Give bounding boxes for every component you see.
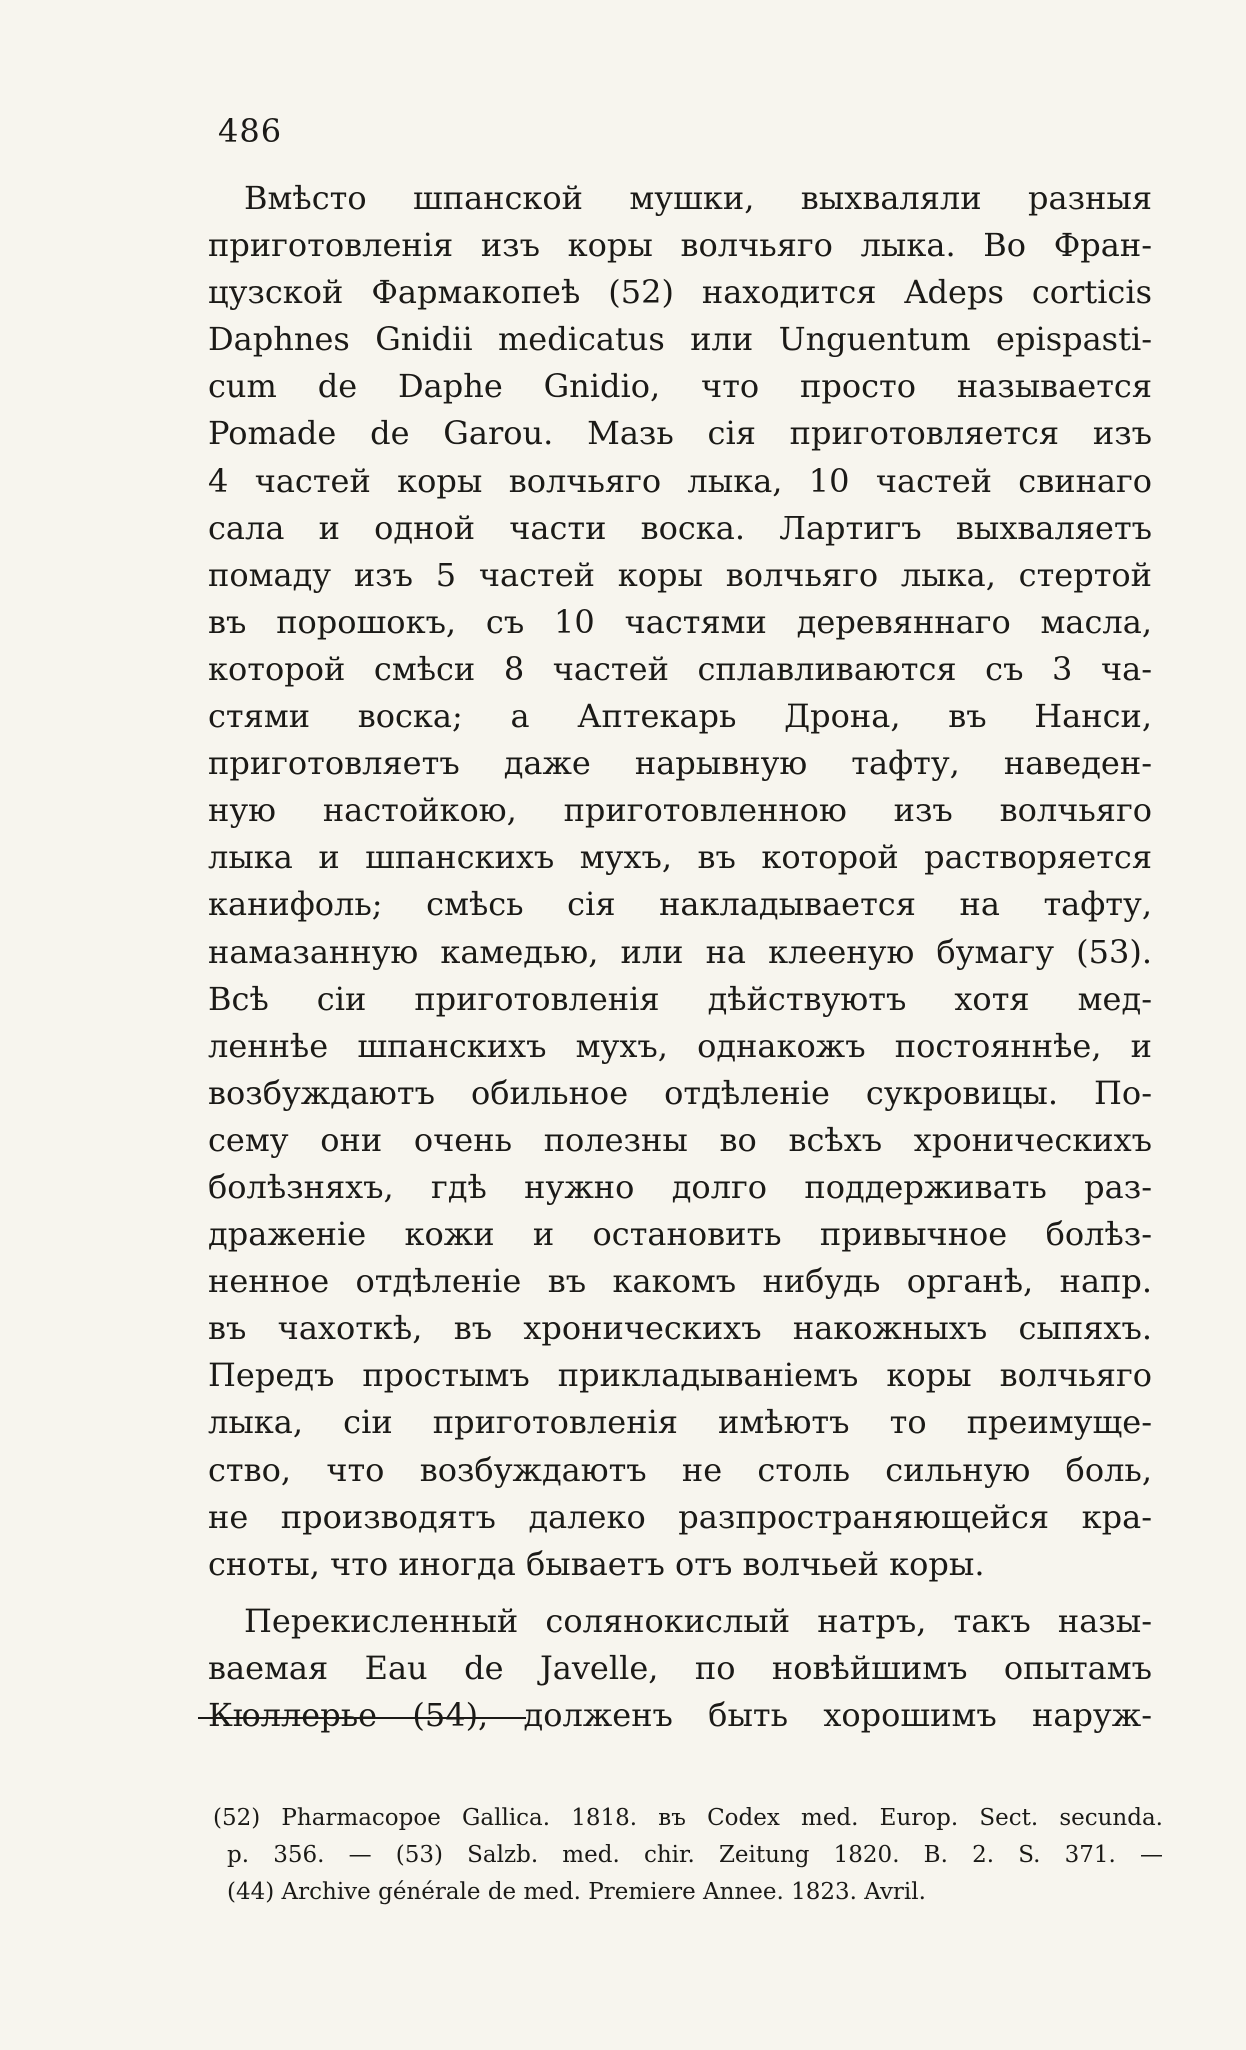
text-line: ство, что возбуждаютъ не столь сильную боль, [208,1450,1152,1489]
text-line: леннѣе шпанскихъ мухъ, однакожъ постояннѣе, и [208,1026,1152,1065]
text-line: лыка и шпанскихъ мухъ, въ которой растворяется [208,838,1152,877]
text-line: лыка, сіи приготовленія имѣютъ то преимуще- [208,1403,1152,1442]
text-line: Передъ простымъ прикладываніемъ коры волчьяго [208,1356,1152,1395]
text-line: въ чахоткѣ, въ хроническихъ накожныхъ сыпяхъ. [208,1309,1152,1348]
text-line: сноты, что иногда бываетъ отъ волчьей коры. [208,1544,985,1583]
text-line: сала и одной части воска. Лартигъ выхваляетъ [208,508,1152,547]
text-line: Кюллерье (54), долженъ быть хорошимъ наруж- [208,1696,1152,1734]
text-line: приготовляетъ даже нарывную тафту, наведен- [208,744,1152,783]
paragraph-gap [208,1588,1152,1598]
text-line: которой смѣси 8 частей сплавливаются съ 3 ча- [208,649,1152,688]
text-line: не производятъ далеко разпространяющейся кра- [208,1497,1152,1536]
text-line: намазанную камедью, или на клееную бумагу (53). [208,932,1152,971]
text-line: Pomade de Garou. Мазь сія приготовляется изъ [208,414,1152,453]
footnote-line: (44) Archive générale de med. Premiere Annee. 1823. Avril. [227,1879,926,1905]
text-line: болѣзняхъ, гдѣ нужно долго поддерживать раз- [208,1167,1152,1206]
text-line: помаду изъ 5 частей коры волчьяго лыка, стертой [208,555,1152,594]
text-line: ваемая Eau de Javelle, по новѣйшимъ опытамъ [208,1648,1152,1687]
text-line: ную настойкою, приготовленною изъ волчьяго [208,791,1152,830]
text-line: цузской Фармакопеѣ (52) находится Adeps corticis [208,273,1152,312]
text-line: Вмѣсто шпанской мушки, выхваляли разныя [244,179,1152,217]
text-line: приготовленія изъ коры волчьяго лыка. Во Фран- [208,226,1152,265]
footnote-line: p. 356. — (53) Salzb. med. chir. Zeitung 1820. B. 2. S. 371. — [227,1842,1163,1868]
page-number: 486 [218,112,283,150]
main-text [208,175,1152,1739]
text-line: Daphnes Gnidii medicatus или Unguentum epispasti- [208,320,1152,359]
text-line: канифоль; смѣсь сія накладывается на тафту, [208,885,1152,924]
text-line: ненное отдѣленіе въ какомъ нибудь органѣ, напр. [208,1262,1152,1301]
text-line: сему они очень полезны во всѣхъ хроническихъ [208,1120,1152,1159]
text-line: 4 частей коры волчьяго лыка, 10 частей свинаго [208,461,1152,500]
footnotes [213,1800,1163,1911]
text-line: въ порошокъ, съ 10 частями деревяннаго масла, [208,602,1152,641]
text-line: стями воска; а Аптекарь Дрона, въ Нанси, [208,697,1152,736]
text-line: cum de Daphe Gnidio, что просто называется [208,367,1152,406]
footnote-line: (52) Pharmacopoe Gallica. 1818. въ Codex med. Europ. Sect. secunda. [213,1805,1163,1831]
text-line: драженіе кожи и остановить привычное болѣз- [208,1215,1152,1254]
text-line: Перекисленный солянокислый натръ, такъ назы- [244,1601,1152,1640]
footnote-divider [198,1717,526,1719]
text-line: возбуждаютъ обильное отдѣленіе сукровицы. По- [208,1073,1152,1112]
text-line: Всѣ сіи приготовленія дѣйствуютъ хотя мед- [208,979,1152,1018]
